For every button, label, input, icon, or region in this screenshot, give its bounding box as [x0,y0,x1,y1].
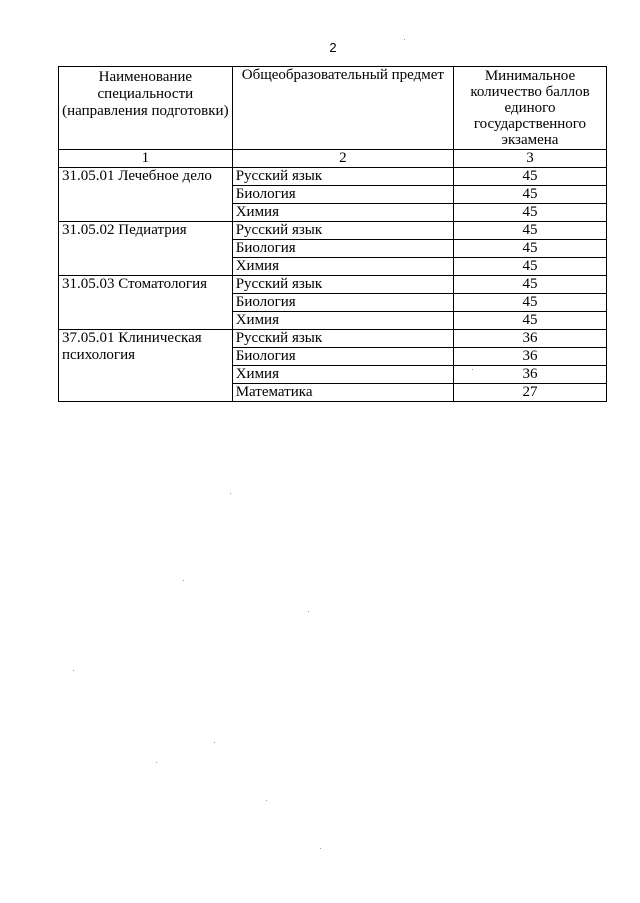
subject-cell: Химия [232,366,453,384]
score-cell: 36 [453,348,606,366]
scan-speck [266,800,267,801]
specialty-cell: 37.05.01 Клиническая психология [59,330,233,402]
subject-cell: Химия [232,258,453,276]
score-cell: 45 [453,312,606,330]
table-row [59,276,607,294]
subject-cell: Биология [232,348,453,366]
score-cell: 36 [453,366,606,384]
scan-speck [308,611,309,612]
subject-cell: Биология [232,294,453,312]
score-cell: 45 [453,222,606,240]
scan-speck [320,848,321,849]
scan-speck [230,493,231,494]
subject-cell: Математика [232,384,453,402]
specialty-cell: 31.05.03 Стоматология [59,276,233,330]
table-row [59,330,607,348]
subject-cell: Русский язык [232,168,453,186]
scan-speck [156,762,157,763]
scan-speck [73,670,74,671]
scan-speck [404,39,405,40]
subject-cell: Русский язык [232,330,453,348]
score-cell: 45 [453,186,606,204]
scan-speck [214,742,215,743]
score-cell: 36 [453,330,606,348]
table-header-row [59,67,607,150]
column-number: 2 [232,150,453,168]
table-row [59,168,607,186]
specialty-cell: 31.05.02 Педиатрия [59,222,233,276]
score-cell: 45 [453,294,606,312]
subject-cell: Химия [232,204,453,222]
score-cell: 45 [453,240,606,258]
score-cell: 45 [453,276,606,294]
score-cell: 27 [453,384,606,402]
scan-speck [183,580,184,581]
subject-cell: Химия [232,312,453,330]
score-cell: 45 [453,258,606,276]
header-subject: Общеобразовательный предмет [232,67,453,150]
subject-cell: Русский язык [232,222,453,240]
page-number: 2 [329,40,337,55]
subject-cell: Биология [232,240,453,258]
header-min-score: Минимальное количество баллов единого государственного экзамена [453,67,606,150]
header-specialty: Наименование специальности (направления подготовки) [59,67,233,150]
score-cell: 45 [453,168,606,186]
column-number: 3 [453,150,606,168]
exam-scores-table [58,66,607,402]
column-number-row [59,150,607,168]
table-row [59,222,607,240]
scan-speck [472,369,473,370]
score-cell: 45 [453,204,606,222]
subject-cell: Русский язык [232,276,453,294]
column-number: 1 [59,150,233,168]
subject-cell: Биология [232,186,453,204]
specialty-cell: 31.05.01 Лечебное дело [59,168,233,222]
